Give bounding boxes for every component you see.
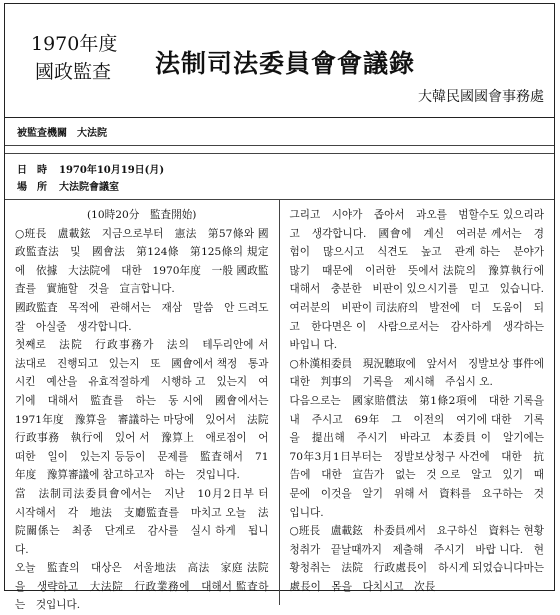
document-page [4,3,555,612]
document-title: 法制司法委員會會議錄 [155,49,416,78]
left-column [5,200,280,612]
right-column [280,200,555,605]
paragraph: 다음으로는 國家賠償法 第1條2項에 대한 기록을 내 주시고 69年 그 이전의 여기에 대한 기록을 提出해 주시기 바라고 本委員 이 알기에는 70年3月1日부터는 징발보상청구 사건에 대한 抗告에 대한 宣告가 없는 것 으로 알고 있기 때문에 이것을 알기 위해 서 資料를 요구하는 것입니다. [289,394,555,519]
date-label: 日 時 [17,165,47,176]
audited-organization: 被監查機關 大法院 [17,128,107,139]
minutes-body [5,200,555,612]
paragraph: ○班長 盧載鉉 朴委員께서 요구하신 資料는 현황청취가 끝날때까지 제출해 주시기 바랍 니다. 현황청취는 法院 行政處長이 하시게 되었습니다마는 處長이 몸을 다치시고 次長 [289,525,555,593]
paragraph: 國政監査 목적에 관해서는 재삼 말씀 안 드려도 잘 아실줄 생각합니다. [15,301,280,333]
session-year: 1970年度 [31,33,118,55]
paragraph: 그리고 시야가 좁아서 과오를 범할수도 있으리라고 생각합니다. 國會에 계신 여러분 께서는 경험이 많으시고 식견도 높고 관계 하는 분야가 많기 때문에 이러한 뜻에서 法院의 豫算執行에 대해서 충분한 비판이 있으시기를 믿고 있습니다. 여러분의 비판이 司法府의 발전에 더 도움이 되고 한다면은 이 사람으로서는 감사하게 생각하는 바입니 다. [289,209,555,352]
place-value: 大法院會議室 [59,182,119,193]
place-label: 場 所 [17,182,47,193]
date-row [17,160,542,177]
paragraph: (10時20分 監査開始) [87,209,197,221]
session-type: 國政監查 [35,61,112,83]
paragraph: 첫째로 法院 行政事務가 法의 테두리안에 서 法대로 진행되고 있는지 또 國會에서 책정 통과시킨 예산을 유효적절하게 시행하 고 있는지 여기에 대해서 監査를 하는 동 시에 國會에서는 1971年度 豫算을 審議하는 마당에 있어서 法院 行政事務 執行에 있어 서 豫算上 애로점이 어떠한 일이 있는지 등등이 문제를 監査해서 71年度 豫算審議에 참고하고자 하는 것입니다. [15,339,280,482]
paragraph: ○朴漢相委員 現況聽取에 앞서서 징발보상 事件에 대한 判事의 기록을 제시해 주십시 오. [289,357,555,389]
paragraph: 當 法制司法委員會에서는 지난 10月2日부 터 시작해서 각 地法 支廳監査를 마치고 오늘 法院關係는 최종 단계로 감사를 실시 하게 됩니다. [15,487,280,556]
paragraph: 오늘 監査의 대상은 서울地法 高法 家庭 法院을 생략하고 大法院 行政業務에 대해서 監査하는 것입니다. [15,562,269,612]
date-value: 1970年10月19日(月) [59,165,165,176]
place-row [17,177,542,194]
document-header [5,4,554,117]
meeting-info [5,154,554,199]
paragraph: ○班長 盧載鉉 지금으로부터 憲法 第57條와 國政監査法 및 國會法 第124條 第125條의 規定에 依據 大法院에 대한 1970年度 一般 國政監査를 實施할 것을 宣言합니다. [15,227,269,296]
spacer [5,146,554,153]
publisher: 大韓民國國會事務處 [418,89,544,105]
